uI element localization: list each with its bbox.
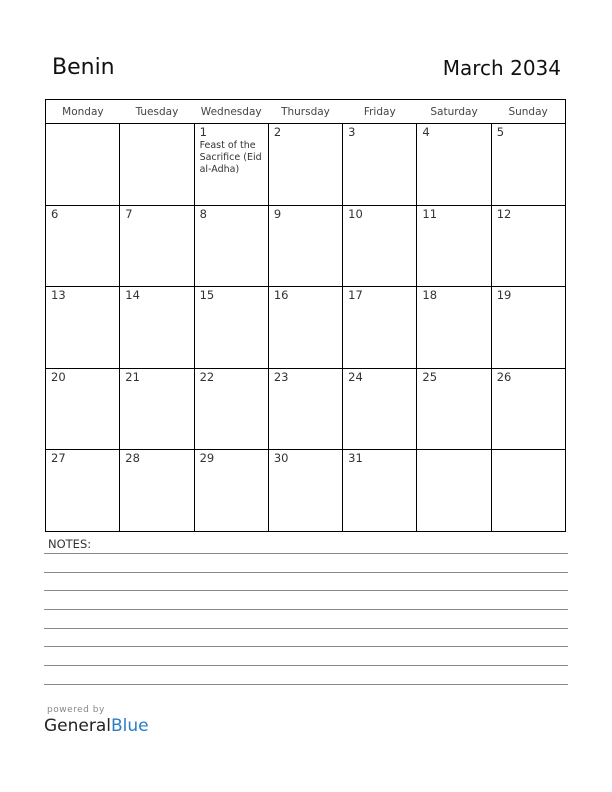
notes-line xyxy=(44,590,568,591)
day-cell-15 xyxy=(194,287,268,369)
day-number: 10 xyxy=(348,206,363,221)
day-number: 2 xyxy=(273,125,282,139)
day-cell-29 xyxy=(194,450,268,532)
day-cell-10 xyxy=(343,205,417,287)
powered-by-text: powered by xyxy=(47,705,105,715)
day-cell-5 xyxy=(491,124,565,206)
day-number: 26 xyxy=(496,369,512,384)
notes-line xyxy=(44,665,568,666)
empty-day-cell xyxy=(491,450,565,532)
day-cell-9 xyxy=(268,205,342,287)
month-year-title: March 2034 xyxy=(442,56,561,80)
weekday-header: Saturday xyxy=(417,100,491,124)
day-cell-31 xyxy=(343,450,417,532)
empty-day-cell xyxy=(417,450,491,532)
day-number: 16 xyxy=(273,288,289,302)
day-number: 25 xyxy=(422,369,438,384)
day-cell-20 xyxy=(46,368,120,450)
day-cell-8 xyxy=(194,205,268,287)
day-number: 9 xyxy=(273,206,282,221)
day-cell-16 xyxy=(268,287,342,369)
day-number: 18 xyxy=(422,288,438,302)
weekday-header: Sunday xyxy=(491,100,565,124)
weekday-header: Wednesday xyxy=(194,100,268,124)
day-number: 20 xyxy=(51,369,66,384)
notes-line xyxy=(44,684,568,685)
day-cell-19 xyxy=(491,287,565,369)
notes-line xyxy=(44,628,568,629)
day-cell-4 xyxy=(417,124,491,206)
day-number: 15 xyxy=(199,288,215,302)
empty-day-cell xyxy=(46,124,120,206)
day-cell-22 xyxy=(194,368,268,450)
day-number: 7 xyxy=(125,206,133,221)
week-row xyxy=(46,368,566,450)
day-number: 1 xyxy=(199,125,207,139)
notes-line xyxy=(44,646,568,647)
day-cell-12 xyxy=(491,205,565,287)
weekday-header: Monday xyxy=(46,100,120,124)
day-cell-21 xyxy=(120,368,194,450)
week-row xyxy=(46,450,566,532)
day-number: 31 xyxy=(348,451,363,465)
day-cell-17 xyxy=(343,287,417,369)
day-number: 21 xyxy=(125,369,140,384)
holiday-event: Feast of the Sacrifice (Eid al-Adha) xyxy=(199,140,262,175)
day-cell-3 xyxy=(343,124,417,206)
day-cell-23 xyxy=(268,368,342,450)
weekday-header-row xyxy=(46,100,566,124)
day-number: 28 xyxy=(125,451,140,465)
day-number: 27 xyxy=(51,451,66,465)
day-number: 5 xyxy=(496,125,505,139)
day-number: 6 xyxy=(51,206,59,221)
weekday-header: Thursday xyxy=(268,100,342,124)
day-cell-18 xyxy=(417,287,491,369)
weekday-header: Friday xyxy=(343,100,417,124)
day-number: 12 xyxy=(496,206,512,221)
week-row xyxy=(46,287,566,369)
day-cell-11 xyxy=(417,205,491,287)
day-number: 23 xyxy=(273,369,289,384)
day-number: 4 xyxy=(422,125,430,139)
day-number: 29 xyxy=(199,451,215,465)
day-number: 17 xyxy=(348,288,363,302)
day-number: 19 xyxy=(496,288,512,302)
day-cell-6 xyxy=(46,205,120,287)
weekday-header: Tuesday xyxy=(120,100,194,124)
day-cell-28 xyxy=(120,450,194,532)
day-cell-7 xyxy=(120,205,194,287)
day-cell-25 xyxy=(417,368,491,450)
day-number: 14 xyxy=(125,288,140,302)
day-cell-1 xyxy=(194,124,268,206)
week-row xyxy=(46,205,566,287)
notes-line xyxy=(44,553,568,554)
day-number: 3 xyxy=(348,125,356,139)
day-cell-2 xyxy=(268,124,342,206)
brand-general: General xyxy=(44,716,111,736)
day-number: 24 xyxy=(348,369,363,384)
country-title: Benin xyxy=(52,55,115,80)
generalblue-logo[interactable] xyxy=(44,716,149,736)
calendar-grid xyxy=(45,99,566,532)
brand-blue: Blue xyxy=(111,716,149,736)
notes-line xyxy=(44,609,568,610)
day-number: 30 xyxy=(273,451,289,465)
day-cell-13 xyxy=(46,287,120,369)
week-row xyxy=(46,124,566,206)
day-number: 11 xyxy=(422,206,438,221)
notes-label: NOTES: xyxy=(48,537,92,551)
day-cell-24 xyxy=(343,368,417,450)
day-number: 22 xyxy=(199,369,215,384)
day-cell-27 xyxy=(46,450,120,532)
day-number: 8 xyxy=(199,206,207,221)
day-cell-14 xyxy=(120,287,194,369)
empty-day-cell xyxy=(120,124,194,206)
day-cell-30 xyxy=(268,450,342,532)
day-cell-26 xyxy=(491,368,565,450)
day-number: 13 xyxy=(51,288,66,302)
notes-line xyxy=(44,572,568,573)
